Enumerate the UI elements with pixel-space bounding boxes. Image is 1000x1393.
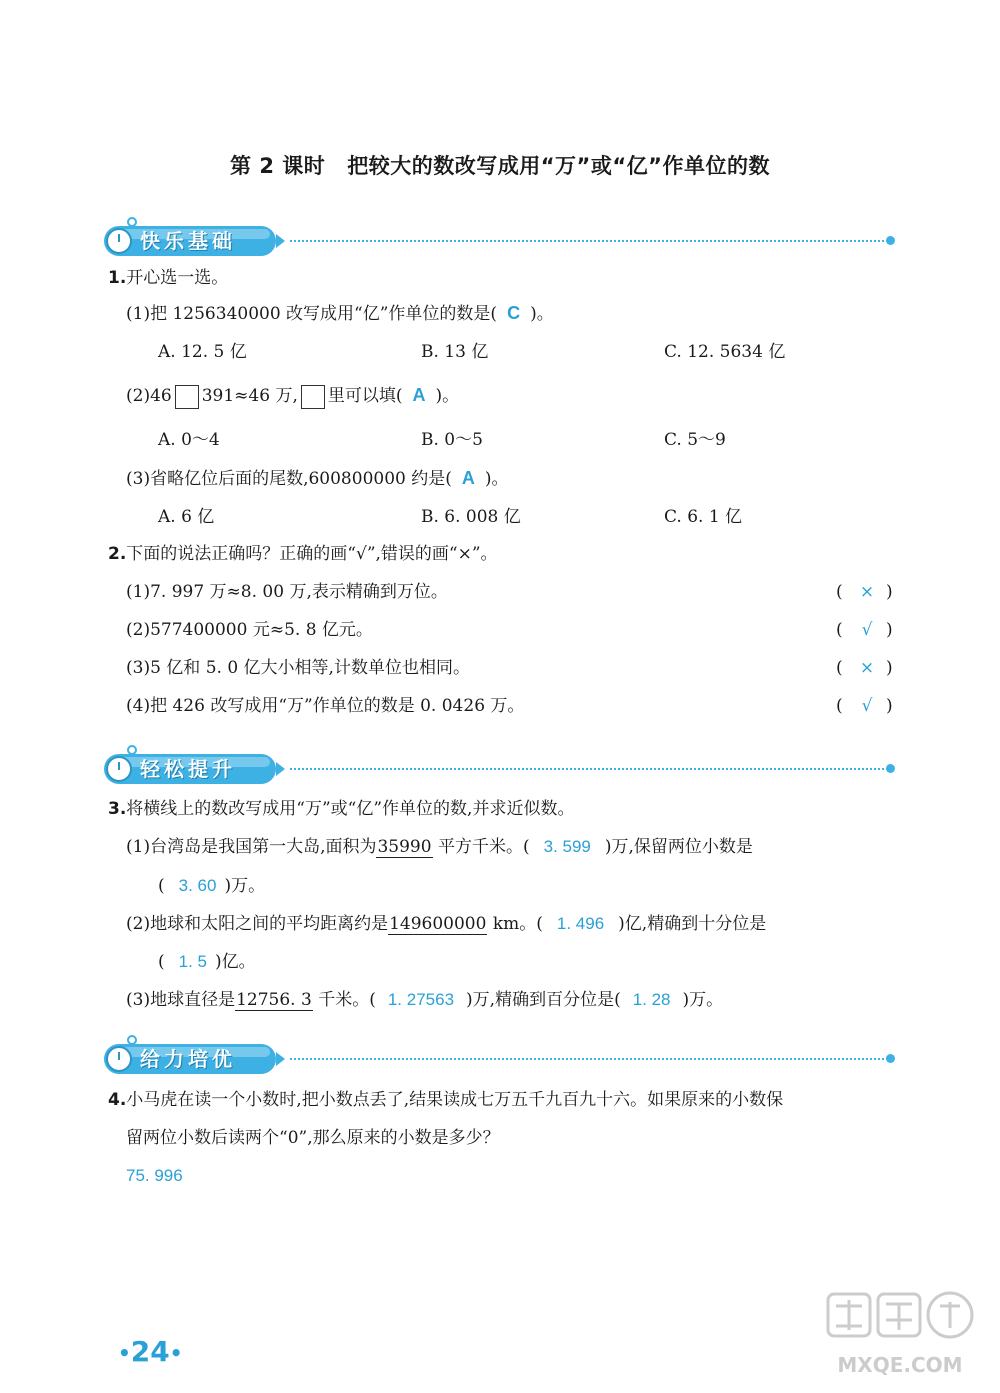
q3-part3: (3)地球直径是12756. 3 千米。( 1. 27563 )万,精确到百分位是( 1. 28 )万。 xyxy=(126,990,724,1010)
section-title: 轻松提升 xyxy=(140,757,236,781)
q3-part2: (2)地球和太阳之间的平均距离约是149600000 km。( 1. 496 )亿,精确到十分位是 xyxy=(126,914,767,934)
underlined-number: 35990 xyxy=(377,837,432,857)
dotted-divider xyxy=(290,768,888,770)
question-4-cont: 留两位小数后读两个“0”,那么原来的小数是多少？ xyxy=(126,1128,500,1148)
q3-part1: (1)台湾岛是我国第一大岛,面积为35990 平方千米。( 3. 599 )万,保留两位小数是 xyxy=(126,837,753,857)
bell-icon xyxy=(127,745,137,755)
q1-p2-option-c: C. 5～9 xyxy=(664,430,726,450)
answer-mark: × xyxy=(859,658,875,678)
answer: 1. 5 xyxy=(178,952,207,971)
section-header-basic xyxy=(100,216,900,260)
answer: 1. 496 xyxy=(556,914,605,933)
answer-mark: √ xyxy=(861,620,873,640)
q1-p1-option-c: C. 12. 5634 亿 xyxy=(664,342,786,362)
lesson-label: 第 2 课时 xyxy=(230,154,326,178)
q1-p3-option-c: C. 6. 1 亿 xyxy=(664,507,743,527)
clock-icon xyxy=(106,228,132,254)
clock-icon xyxy=(106,756,132,782)
underlined-number: 149600000 xyxy=(389,914,487,934)
question-4: 4.小马虎在读一个小数时,把小数点丢了,结果读成七万五千九百九十六。如果原来的小数保 xyxy=(108,1090,784,1110)
question-2: 2.下面的说法正确吗？正确的画“√”,错误的画“×”。 xyxy=(108,544,498,564)
q1-p3-option-a: A. 6 亿 xyxy=(158,507,215,527)
question-1: 1.开心选一选。 xyxy=(108,268,229,288)
answer: 3. 599 xyxy=(543,837,591,856)
q1-p1-option-b: B. 13 亿 xyxy=(421,342,489,362)
q1-p3-option-b: B. 6. 008 亿 xyxy=(421,507,521,527)
answer-mark: × xyxy=(859,582,875,602)
answer: 1. 27563 xyxy=(387,990,455,1009)
bell-icon xyxy=(127,1035,137,1045)
q1-p2-option-b: B. 0～5 xyxy=(421,430,483,450)
q1-p2-option-a: A. 0～4 xyxy=(158,430,220,450)
clock-icon xyxy=(106,1046,132,1072)
dotted-divider xyxy=(290,240,888,242)
answer: C xyxy=(507,303,521,323)
section-title: 给力培优 xyxy=(140,1047,236,1071)
bell-icon xyxy=(127,217,137,227)
blank-box xyxy=(301,385,325,409)
q2-item-4: (4)把 426 改写成用“万”作单位的数是 0. 0426 万。 xyxy=(126,696,525,716)
q4-answer: 75. 996 xyxy=(126,1166,183,1185)
page-number: •24• xyxy=(118,1335,183,1368)
answer: A xyxy=(412,385,426,405)
answer-mark: √ xyxy=(861,696,873,716)
q3-part2-cont: ( 1. 5 )亿。 xyxy=(158,952,256,972)
section-header-advance xyxy=(100,1034,900,1078)
q2-item-2: (2)577400000 元≈5. 8 亿元。 xyxy=(126,620,373,640)
q1-part2: (2)46 391≈46 万, 里可以填( A )。 xyxy=(126,384,459,409)
question-3: 3.将横线上的数改写成用“万”或“亿”作单位的数,并求近似数。 xyxy=(108,799,575,819)
q1-part3: (3)省略亿位后面的尾数,600800000 约是( A )。 xyxy=(126,468,509,489)
page-title xyxy=(0,150,1000,180)
answer: A xyxy=(461,468,475,488)
underlined-number: 12756. 3 xyxy=(236,990,312,1010)
answer: 3. 60 xyxy=(178,876,217,895)
answer: 1. 28 xyxy=(632,990,671,1009)
section-title: 快乐基础 xyxy=(140,229,236,253)
lesson-topic: 把较大的数改写成用“万”或“亿”作单位的数 xyxy=(347,154,770,178)
q2-item-3: (3)5 亿和 5. 0 亿大小相等,计数单位也相同。 xyxy=(126,658,470,678)
svg-text:MXQE.COM: MXQE.COM xyxy=(837,1353,963,1377)
q1-part1: (1)把 1256340000 改写成用“亿”作单位的数是( C )。 xyxy=(126,303,554,324)
q3-part1-cont: ( 3. 60 )万。 xyxy=(158,876,266,896)
watermark-logo xyxy=(820,1290,980,1385)
blank-box xyxy=(175,385,199,409)
section-header-improve xyxy=(100,744,900,788)
dotted-divider xyxy=(290,1058,888,1060)
q1-p1-option-a: A. 12. 5 亿 xyxy=(158,342,247,362)
q2-item-1: (1)7. 997 万≈8. 00 万,表示精确到万位。 xyxy=(126,582,448,602)
